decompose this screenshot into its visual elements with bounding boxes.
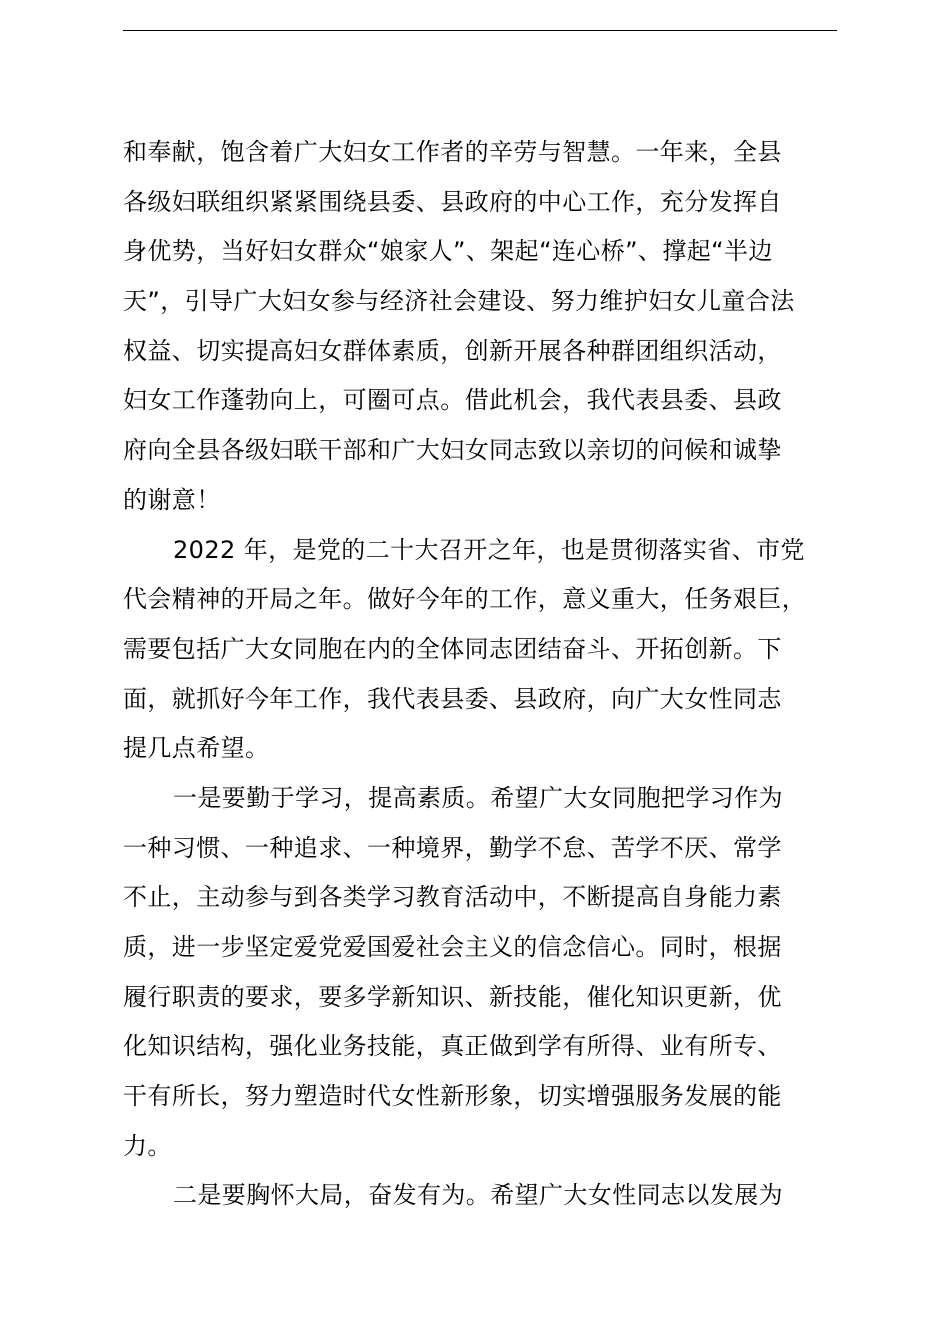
document-body [123, 128, 863, 1221]
text-line: 妇女工作蓬勃向上，可圈可点。借此机会，我代表县委、县政 [123, 386, 782, 415]
paragraph-first-line: 一是要勤于学习，提高素质。希望广大女同胞把学习作为 [173, 783, 783, 812]
text-line: 身优势，当好妇女群众“娘家人”、架起“连心桥”、撑起“半边 [123, 237, 773, 266]
paragraph-first-line: 二是要胸怀大局，奋发有为。希望广大女性同志以发展为 [173, 1181, 783, 1210]
text-line: 干有所长，努力塑造时代女性新形象，切实增强服务发展的能 [123, 1082, 782, 1111]
text-line: 天”，引导广大妇女参与经济社会建设、努力维护妇女儿童合法 [123, 287, 795, 316]
text-line: 代会精神的开局之年。做好今年的工作，意义重大，任务艰巨， [123, 585, 807, 614]
text-line: 的谢意！ [123, 485, 221, 514]
text-line: 不止，主动参与到各类学习教育活动中，不断提高自身能力素 [123, 883, 782, 912]
text-line: 权益、切实提高妇女群体素质，创新开展各种群团组织活动， [123, 336, 782, 365]
text-line: 履行职责的要求，要多学新知识、新技能，催化知识更新，优 [123, 982, 782, 1011]
header-rule [123, 30, 837, 31]
text-line: 府向全县各级妇联干部和广大妇女同志致以亲切的问候和诚挚 [123, 436, 782, 465]
text-line: 质，进一步坚定爱党爱国爱社会主义的信念信心。同时，根据 [123, 933, 782, 961]
text-line: 和奉献，饱含着广大妇女工作者的辛劳与智慧。一年来，全县 [123, 138, 782, 166]
text-line: 面，就抓好今年工作，我代表县委、县政府，向广大女性同志 [123, 684, 782, 713]
text-line: 化知识结构，强化业务技能，真正做到学有所得、业有所专、 [123, 1032, 782, 1061]
text-line: 需要包括广大女同胞在内的全体同志团结奋斗、开拓创新。下 [123, 634, 782, 663]
text-line: 力。 [123, 1131, 172, 1160]
text-line: 提几点希望。 [123, 734, 270, 763]
text-line: 一种习惯、一种追求、一种境界，勤学不怠、苦学不厌、常学 [123, 833, 782, 862]
paragraph-first-line: 2022 年，是党的二十大召开之年，也是贯彻落实省、市党 [173, 535, 805, 564]
text-line: 各级妇联组织紧紧围绕县委、县政府的中心工作，充分发挥自 [123, 187, 782, 216]
